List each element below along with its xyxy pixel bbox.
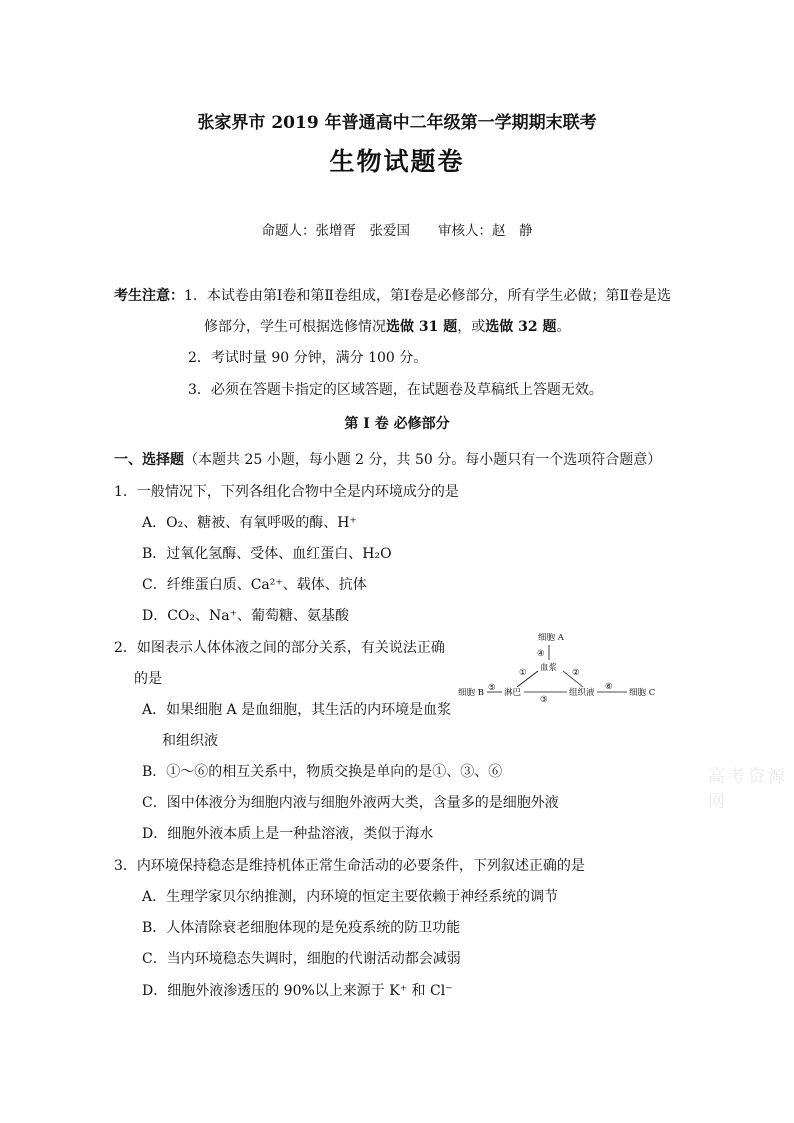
part-label: 一、选择题 (114, 452, 184, 468)
exam-title: 张家界市 2019 年普通高中二年级第一学期期末联考 (197, 113, 597, 133)
diagram-lymph: 淋巴 (504, 688, 522, 698)
notice-item-2: 2．考试时量 90 分钟，满分 100 分。 (188, 350, 428, 366)
question-3-option-a: A．生理学家贝尔纳推测，内环境的恒定主要依赖于神经系统的调节 (142, 889, 559, 905)
question-2-option-b: B．①～⑥的相互关系中，物质交换是单向的是①、③、⑥ (142, 764, 503, 780)
notice-item-3: 3．必须在答题卡指定的区域答题，在试题卷及草稿纸上答题无效。 (188, 382, 603, 398)
diagram-cell-a: 细胞 A (538, 633, 564, 643)
authors-line (0, 219, 794, 239)
question-1-option-d: D．CO₂、Na⁺、葡萄糖、氨基酸 (142, 608, 350, 624)
watermark: 高考资源网 (708, 767, 788, 812)
question-2-stem-line-2: 的是 (134, 671, 162, 687)
question-3-option-d: D．细胞外液渗透压的 90%以上来源于 K⁺ 和 Cl⁻ (142, 983, 453, 999)
reviewer-label: 审核人：赵 静 (438, 223, 533, 239)
body-fluid-diagram (455, 630, 670, 710)
notice-label: 考生注意： (114, 288, 184, 304)
diagram-num-5: ⑤ (488, 683, 496, 693)
notice-item-1-line-1 (114, 285, 671, 305)
notice-text-b: 选做 31 题 (386, 319, 458, 335)
question-3-option-b: B．人体清除衰老细胞体现的是免疫系统的防卫功能 (142, 920, 461, 936)
question-1-option-b: B．过氧化氢酶、受体、血红蛋白、H₂O (142, 546, 392, 562)
question-1-option-c: C．纤维蛋白质、Ca²⁺、载体、抗体 (142, 577, 367, 593)
question-2-option-c: C．图中体液分为细胞内液与细胞外液两大类，含量多的是细胞外液 (142, 795, 559, 811)
notice-item-1-text: 1．本试卷由第Ⅰ卷和第Ⅱ卷组成，第Ⅰ卷是必修部分，所有学生必做；第Ⅱ卷是选 (184, 288, 671, 304)
diagram-num-3: ③ (540, 695, 548, 705)
section-title: 第 Ⅰ 卷 必修部分 (344, 416, 450, 432)
diagram-num-6: ⑥ (605, 682, 613, 692)
diagram-cell-b: 细胞 B (458, 688, 484, 698)
question-3-option-c: C．当内环境稳态失调时，细胞的代谢活动都会减弱 (142, 951, 461, 967)
diagram-plasma: 血浆 (540, 663, 558, 673)
question-1-stem: 1．一般情况下，下列各组化合物中全是内环境成分的是 (114, 484, 459, 500)
diagram-num-2: ② (572, 668, 580, 678)
question-3-stem: 3．内环境保持稳态是维持机体正常生命活动的必要条件，下列叙述正确的是 (114, 858, 585, 874)
notice-item-1-line-2 (204, 316, 570, 336)
diagram-cell-c: 细胞 C (629, 688, 656, 698)
question-2-option-a: A．如果细胞 A 是血细胞，其生活的内环境是血浆 (142, 702, 452, 718)
notice-text-a: 修部分，学生可根据选修情况 (204, 319, 386, 335)
exam-subtitle: 生物试题卷 (329, 147, 465, 176)
authors-label: 命题人：张增胥 张爱国 (261, 223, 410, 239)
diagram-num-1: ① (519, 668, 527, 678)
notice-text-d: 选做 32 题 (485, 319, 557, 335)
diagram-num-4: ④ (537, 649, 545, 659)
question-1-option-a: A．O₂、糖被、有氧呼吸的酶、H⁺ (142, 515, 357, 531)
question-2-option-d: D．细胞外液本质上是一种盐溶液，类似于海水 (142, 826, 434, 842)
part-description: （本题共 25 小题，每小题 2 分，共 50 分。每小题只有一个选项符合题意） (184, 452, 662, 468)
question-2-option-a-cont: 和组织液 (162, 733, 218, 749)
notice-text-e: 。 (556, 319, 571, 335)
diagram-tissue-fluid: 组织液 (569, 688, 595, 698)
notice-text-c: ，或 (457, 319, 486, 335)
part-heading (114, 449, 661, 469)
question-2-stem-line-1: 2．如图表示人体体液之间的部分关系，有关说法正确 (114, 640, 445, 656)
